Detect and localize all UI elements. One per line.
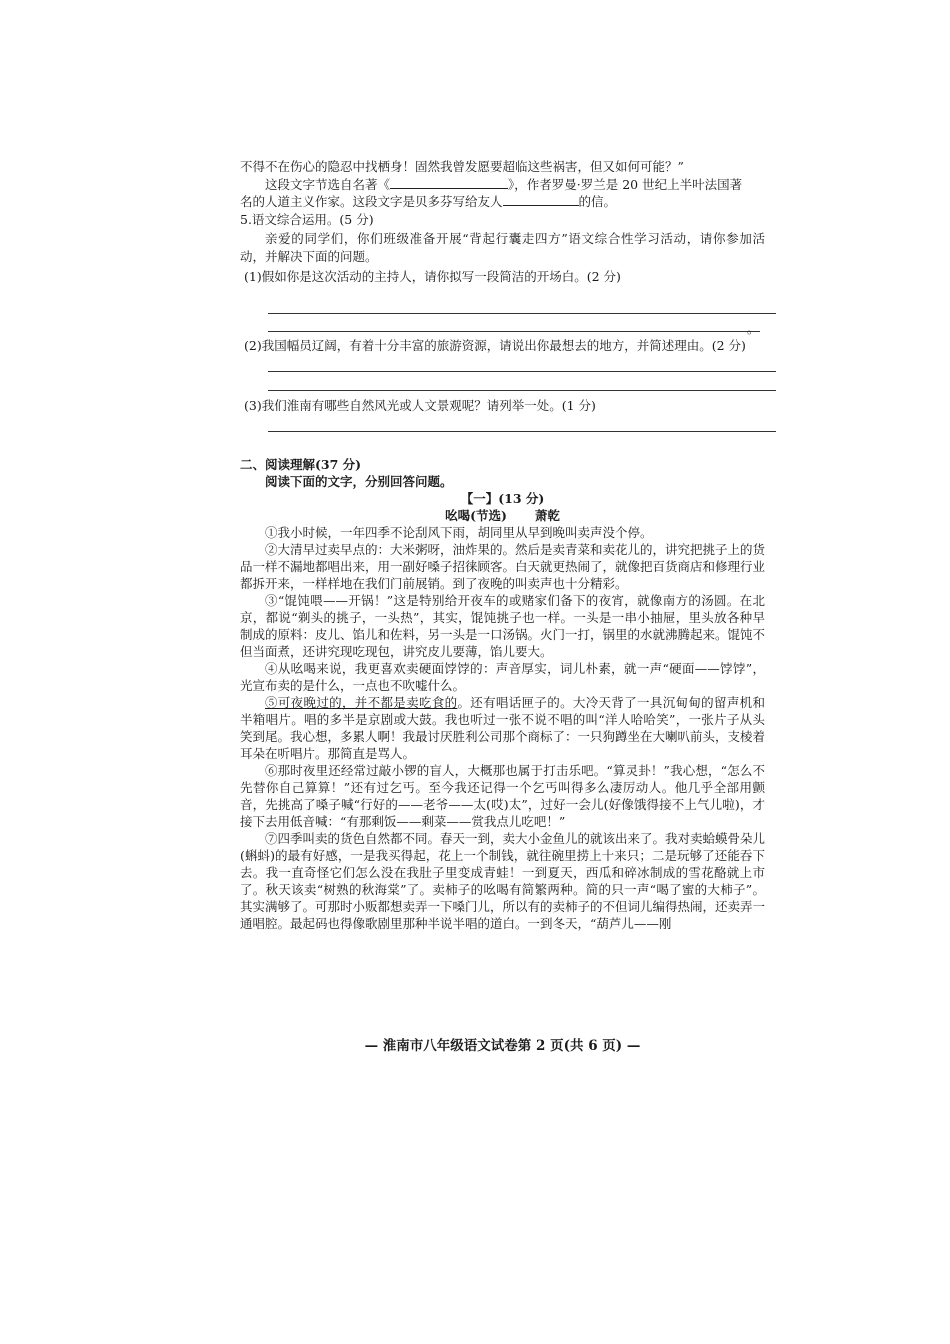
page-footer: — 淮南市八年级语文试卷第 2 页(共 6 页) — bbox=[364, 1038, 641, 1054]
answer-line-2a[interactable] bbox=[268, 371, 776, 372]
q5-sub2: (2)我国幅员辽阔，有着十分丰富的旅游资源，请说出你最想去的地方，并简述理由。(2 分) bbox=[244, 338, 746, 353]
paragraph-3: ③“馄饨喂——开锅！”这是特别给开夜车的或赌家们备下的夜宵，就像南方的汤圆。在北京，都说“剃头的挑子，一头热”，其实，馄饨挑子也一样。一头是一串小抽屉，里头放各种早制成的原料：皮儿、馅儿和佐料，另一头是一口汤锅。火门一打，锅里的水就沸腾起来。馄饨不但当面煮，还讲究现吃现包，讲究皮儿要薄，馅儿要大。 bbox=[240, 593, 766, 659]
q5-intro: 亲爱的同学们，你们班级准备开展“背起行囊走四方”语文综合性学习活动，请你参加活动，并解决下面的问题。 bbox=[240, 231, 765, 264]
q5-heading: 5.语文综合运用。(5 分) bbox=[240, 211, 374, 227]
paragraph-7: ⑦四季叫卖的货色自然都不同。春天一到，卖大小金鱼儿的就该出来了。我对卖蛤蟆骨朵儿(蝌蚪)的最有好感，一是我买得起，花上一个制钱，就往碗里捞上十来只；二是玩够了还能吞下去。我一直奇怪它们怎么没在我肚子里变成青蛙！一到夏天，西瓜和碎冰制成的雪花酪就上市了。秋天该卖“树熟的秋海棠”了。卖柿子的吆喝有简繁两种。简的只一声“喝了蜜的大柿子”。其实满够了。可那时小贩都想卖弄一下嗓门儿，所以有的卖柿子的不但词儿编得热闹，还卖弄一通唱腔。最起码也得像歌剧里那种半说半唱的道白。一到冬天，“葫芦儿——刚 bbox=[240, 831, 766, 931]
continued-line: 不得不在伤心的隐忍中找栖身！固然我曾发愿要超临这些祸害，但又如何可能？” bbox=[240, 159, 684, 174]
article-heading bbox=[240, 507, 765, 524]
paragraph-6: ⑥那时夜里还经常过敲小锣的盲人，大概那也属于打击乐吧。“算灵卦！”我心想，“怎么不先替你自己算算！”还有过乞丐。至今我还记得一个乞丐叫得多么凄厉动人。他几乎全部用颤音，先挑高了嗓子喊“行好的——老爷——太(哎)太”，过好一会儿(好像饿得接不上气儿啦)，才接下去用低音喊：“有那剩饭——剩菜——赏我点儿吃吧！” bbox=[240, 763, 765, 829]
article-title: 吆喝(节选) bbox=[445, 508, 507, 523]
source-question-cont: 名的人道主义作家。这段文字是贝多芬写给友人 的信。 bbox=[240, 194, 617, 209]
source-question: 这段文字节选自名著《 》，作者罗曼·罗兰是 20 世纪上半叶法国著 bbox=[265, 176, 743, 192]
answer-line-2b[interactable] bbox=[268, 390, 776, 391]
q5-sub3: (3)我们淮南有哪些自然风光或人文景观呢？请列举一处。(1 分) bbox=[244, 398, 596, 413]
book-title-blank[interactable] bbox=[390, 176, 508, 189]
friend-name-blank[interactable] bbox=[503, 193, 579, 206]
q5-sub1: (1)假如你是这次活动的主持人，请你拟写一段简洁的开场白。(2 分) bbox=[244, 269, 621, 284]
paragraph-5: ⑤可夜晚过的，并不都是卖吃食的。还有唱话匣子的。大冷天背了一具沉甸甸的留声机和半箱唱片。唱的多半是京剧或大鼓。我也听过一张不说不唱的叫“洋人哈哈笑”，一张片子从头笑到尾。我心想，多累人啊！我最讨厌胜利公司那个商标了：一只狗蹲坐在大喇叭前头，支棱着耳朵在听唱片。那简直是骂人。 bbox=[240, 695, 766, 761]
q5-sub2-block bbox=[240, 337, 765, 355]
part-label: 【一】(13 分) bbox=[460, 491, 545, 506]
answer-period: 。 bbox=[747, 321, 760, 336]
section-heading: 二、阅读理解(37 分) bbox=[240, 457, 362, 472]
q5-sub3-block bbox=[240, 397, 765, 415]
answer-line-3[interactable] bbox=[268, 431, 776, 432]
reading-instruction: 阅读下面的文字，分别回答问题。 bbox=[265, 474, 453, 489]
paragraph-2: ②大清早过卖早点的：大米粥呀，油炸果的。然后是卖青菜和卖花儿的，讲究把挑子上的货品一样不漏地都唱出来，用一副好嗓子招徕顾客。白天就更热闹了，就像把百货商店和修理行业都拆开来，一样样地在我们门前展销。到了夜晚的叫卖声也十分精彩。 bbox=[240, 542, 766, 591]
paragraph-4: ④从吆喝来说，我更喜欢卖硬面饽饽的：声音厚实，词儿朴素，就一声“硬面——饽饽”，光宣布卖的是什么，一点也不吹嘘什么。 bbox=[240, 661, 765, 693]
underlined-sentence: ⑤可夜晚过的，并不都是卖吃食的 bbox=[265, 695, 458, 710]
top-block bbox=[240, 158, 765, 286]
answer-line-1b[interactable] bbox=[268, 331, 760, 332]
article-author: 萧乾 bbox=[534, 508, 560, 523]
answer-line-1a[interactable] bbox=[268, 313, 776, 314]
paragraph-1: ①我小时候，一年四季不论刮风下雨，胡同里从早到晚叫卖声没个停。 bbox=[265, 525, 653, 540]
reading-block bbox=[240, 456, 765, 932]
